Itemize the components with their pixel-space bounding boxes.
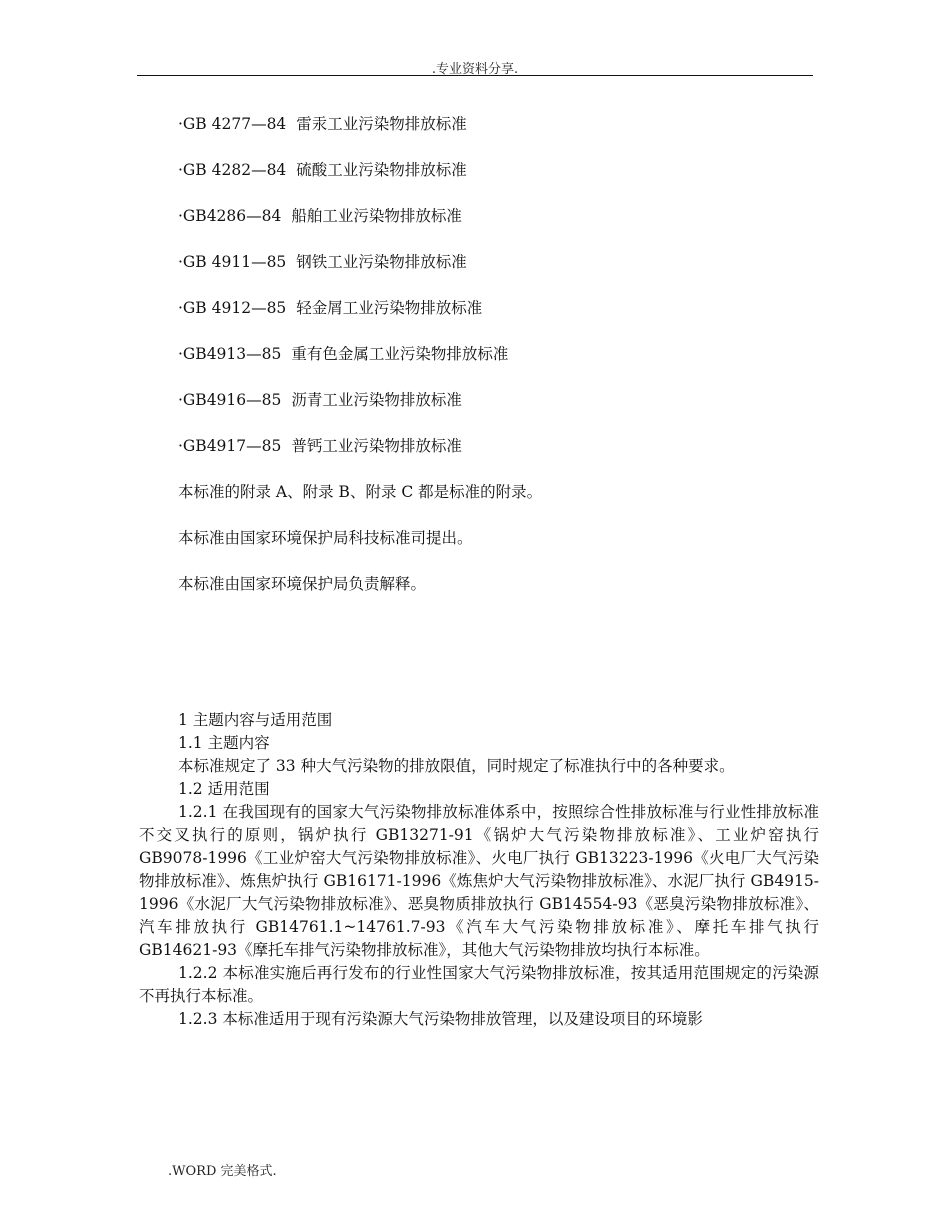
section-1-1-text: 本标准规定了 33 种大气污染物的排放限值，同时规定了标准执行中的各种要求。 xyxy=(178,757,735,775)
body-text xyxy=(139,709,819,1031)
standard-name: 重有色金属工业污染物排放标准 xyxy=(291,345,509,363)
note-appendix: 本标准的附录 A、附录 B、附录 C 都是标准的附录。 xyxy=(178,483,543,501)
paragraph-1-2-1: 1.2.1 在我国现有的国家大气污染物排放标准体系中，按照综合性排放标准与行业性排放标准不交叉执行的原则，锅炉执行 GB13271-91《锅炉大气污染物排放标准》、工业炉窑执行 GB9078-1996《工业炉窑大气污染物排放标准》、火电厂执行 GB13223-1996《火电厂大气污染物排放标准》、炼焦炉执行 GB16171-1996《炼焦炉大气污染物排放标准》、水泥厂执行 GB4915-1996《水泥厂大气污染物排放标准》、恶臭物质排放执行 GB14554-93《恶臭污染物排放标准》、汽车排放执行 GB14761.1~14761.7-93《汽车大气污染物排放标准》、摩托车排气执行 GB14621-93《摩托车排气污染物排放标准》，其他大气污染物排放均执行本标准。 xyxy=(139,803,819,959)
list-item xyxy=(178,158,508,204)
list-item xyxy=(178,434,508,480)
standard-name: 轻金屑工业污染物排放标准 xyxy=(296,299,483,317)
paragraph-1-2-2: 1.2.2 本标准实施后再行发布的行业性国家大气污染物排放标准，按其适用范围规定的污染源不再执行本标准。 xyxy=(139,964,819,1005)
section-1-1-title: 1.1 主题内容 xyxy=(178,734,270,752)
standard-name: 雷汞工业污染物排放标准 xyxy=(296,115,467,133)
note-proposer: 本标准由国家环境保护局科技标准司提出。 xyxy=(178,529,473,547)
standard-name: 硫酸工业污染物排放标准 xyxy=(296,161,467,179)
list-item xyxy=(178,296,508,342)
standard-name: 钢铁工业污染物排放标准 xyxy=(296,253,467,271)
standard-name: 沥青工业污染物排放标准 xyxy=(291,391,462,409)
section-1-title: 1 主题内容与适用范围 xyxy=(178,711,333,729)
paragraph-1-2-3: 1.2.3 本标准适用于现有污染源大气污染物排放管理，以及建设项目的环境影 xyxy=(178,1010,703,1028)
page-footer: .WORD 完美格式. xyxy=(168,1164,277,1179)
list-item xyxy=(178,250,508,296)
standard-name: 普钙工业污染物排放标准 xyxy=(291,437,462,455)
header-divider xyxy=(137,75,813,76)
standard-code: ·GB4913—85 xyxy=(178,345,282,363)
list-item xyxy=(178,388,508,434)
standard-code: ·GB 4282—84 xyxy=(178,161,287,179)
page-header: .专业资料分享. xyxy=(431,62,519,77)
list-item xyxy=(178,204,508,250)
notes-list xyxy=(178,480,542,618)
standard-code: ·GB4286—84 xyxy=(178,207,282,225)
standard-code: ·GB4916—85 xyxy=(178,391,282,409)
standard-code: ·GB 4911—85 xyxy=(178,253,287,271)
list-item xyxy=(178,112,508,158)
note-interpreter: 本标准由国家环境保护局负责解释。 xyxy=(178,575,427,593)
list-item xyxy=(178,342,508,388)
standard-code: ·GB 4277—84 xyxy=(178,115,287,133)
section-1-2-title: 1.2 适用范围 xyxy=(178,780,270,798)
standards-list xyxy=(178,112,508,480)
standard-name: 船舶工业污染物排放标准 xyxy=(291,207,462,225)
standard-code: ·GB 4912—85 xyxy=(178,299,287,317)
standard-code: ·GB4917—85 xyxy=(178,437,282,455)
